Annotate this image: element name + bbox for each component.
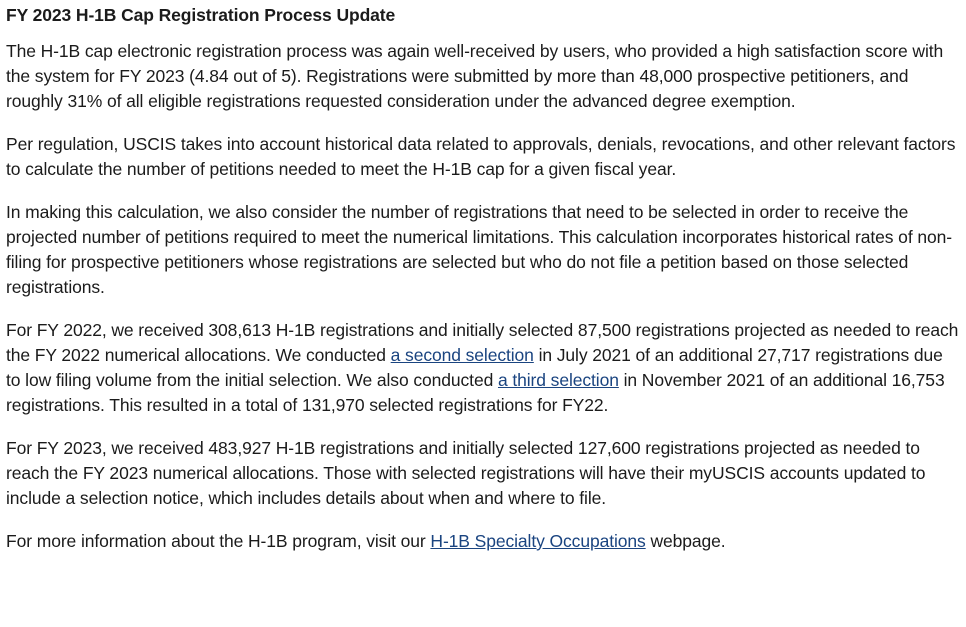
fy2022-text-a: For FY 2022, we received 308,613 H-1B registrations and initially selected 87,500 registrations projected as needed to reach the FY 2022 numerical allocations. We conducted <box>6 320 959 365</box>
paragraph-more-info <box>6 529 960 554</box>
paragraph-fy2023: For FY 2023, we received 483,927 H-1B registrations and initially selected 127,600 registrations projected as needed to reach the FY 2023 numerical allocations. Those with selected registrations will have their myUSCIS accounts updated to include a selection notice, which includes details about when and where to file. <box>6 438 926 508</box>
paragraph-calculation: In making this calculation, we also consider the number of registrations that need to be selected in order to receive the projected number of petitions required to meet the numerical limitations. This calculation incorporates historical rates of non-filing for prospective petitioners whose registrations are selected but who do not file a petition based on those selected registrations. <box>6 202 952 297</box>
fy2022-text-c: in November 2021 of an additional 16,753 registrations. This resulted in a total of 131,970 selected registrations for FY22. <box>6 370 945 415</box>
more-info-text-a: For more information about the H-1B program, visit our <box>6 531 431 551</box>
section-heading: FY 2023 H-1B Cap Registration Process Update <box>6 5 396 25</box>
paragraph-satisfaction: The H-1B cap electronic registration process was again well-received by users, who provided a high satisfaction score with the system for FY 2023 (4.84 out of 5). Registrations were submitted by more than 48,000 prospective petitioners, and roughly 31% of all eligible registrations requested consideration under the advanced degree exemption. <box>6 41 944 111</box>
more-info-text-b: webpage. <box>645 531 726 551</box>
h1b-specialty-occupations-link[interactable]: H-1B Specialty Occupations <box>430 531 646 551</box>
second-selection-link[interactable]: a second selection <box>390 345 534 365</box>
paragraph-fy2022 <box>6 318 960 418</box>
third-selection-link[interactable]: a third selection <box>497 370 619 390</box>
paragraph-regulation: Per regulation, USCIS takes into account historical data related to approvals, denials, revocations, and other relevant factors to calculate the number of petitions needed to meet the H-1B cap for a given fiscal year. <box>6 134 956 179</box>
fy2022-text-b: in July 2021 of an additional 27,717 registrations due to low filing volume from the initial selection. We also conducted <box>6 345 943 390</box>
